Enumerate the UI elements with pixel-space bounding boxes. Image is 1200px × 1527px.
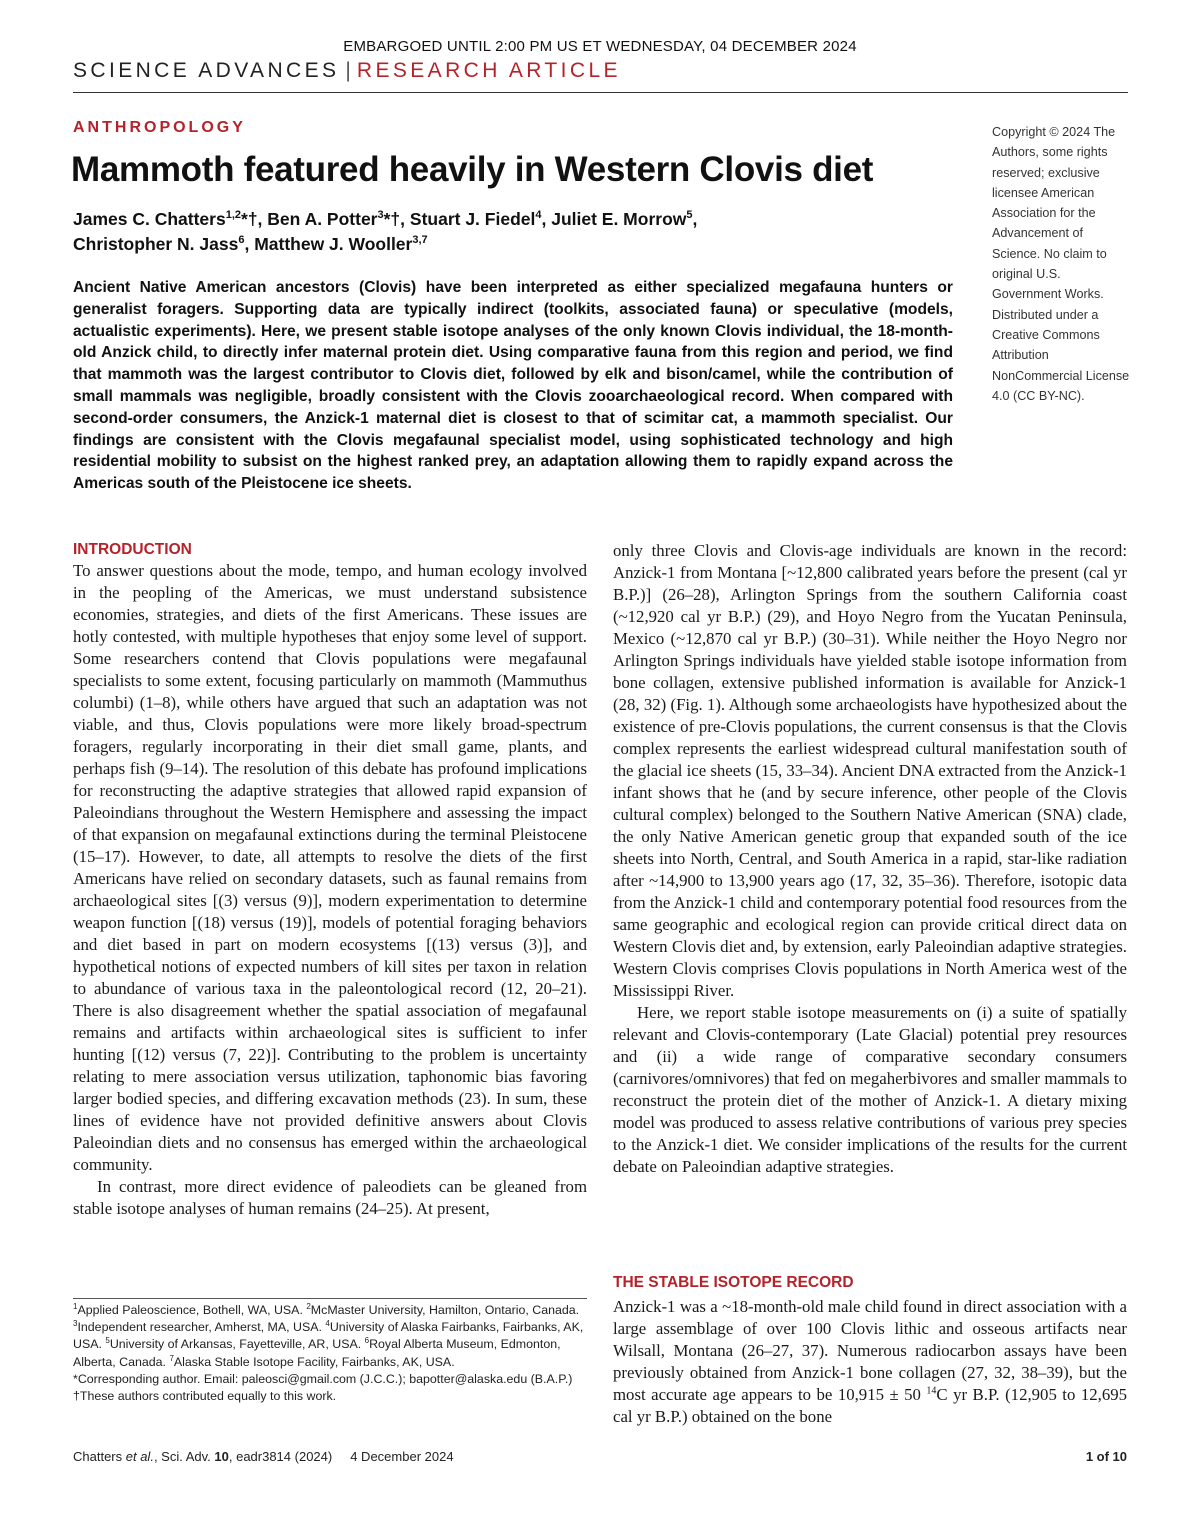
author-mark: , <box>541 209 552 229</box>
body-paragraph: In contrast, more direct evidence of paleodiets can be gleaned from stable isotope analyses of human remains (24–25). At present, <box>73 1177 587 1218</box>
author-mark: *†, <box>383 209 410 229</box>
author-affiliation: 3 <box>377 209 384 222</box>
abstract: Ancient Native American ancestors (Clovis) have been interpreted as either specialized megafauna hunters or generalist foragers. Supporting data are typically indirect (toolkits, associated fauna) or speculative (models, actualistic experiments). Here, we present stable isotope analyses of the only known Clovis individual, the 18-month-old Anzick child, to directly infer maternal protein diet. Using comparative fauna from this region and period, we find that mammoth was the largest contributor to Clovis diet, followed by elk and bison/camel, while the contribution of small mammals was negligible, broadly consistent with the Clovis zooarchaeological record. When compared with second-order consumers, the Anzick-1 maternal diet is closest to that of scimitar cat, a mammoth specialist. Our findings are consistent with the Clovis megafaunal specialist model, using sophisticated technology and high residential mobility to subsist on the highest ranked prey, an adaptation allowing them to rapidly expand across the Americas south of the Pleistocene ice sheets. <box>73 279 953 493</box>
footnotes <box>73 1302 587 1405</box>
affiliation-number: 7 <box>169 1353 174 1363</box>
author[interactable]: Stuart J. Fiedel <box>409 209 536 229</box>
affiliation: Alaska Stable Isotope Facility, Fairbanks, AK, USA. <box>173 1354 455 1369</box>
affiliation-number: 3 <box>73 1319 78 1329</box>
affiliation: Independent researcher, Amherst, MA, USA. <box>77 1320 326 1335</box>
affiliation-number: 1 <box>73 1301 78 1311</box>
article-type: RESEARCH ARTICLE <box>356 59 621 82</box>
author-list <box>73 207 973 257</box>
author[interactable]: Juliet E. Morrow <box>551 209 687 229</box>
author-mark: *†, <box>241 209 268 229</box>
author-line-2 <box>73 232 973 257</box>
affiliation-number: 4 <box>325 1319 330 1329</box>
affiliation: University of Alaska Fairbanks, Fairbanks, AK, USA. <box>73 1320 584 1352</box>
author[interactable]: James C. Chatters <box>73 209 226 229</box>
body-paragraph <box>613 1296 1127 1428</box>
footer-citation <box>73 1449 454 1464</box>
affiliation: McMaster University, Hamilton, Ontario, Canada. <box>310 1303 580 1317</box>
journal-name: SCIENCE ADVANCES <box>73 59 340 82</box>
affiliations <box>73 1302 587 1371</box>
body-column-right <box>613 540 1127 1178</box>
author[interactable]: Matthew J. Wooller <box>254 234 413 254</box>
affiliation-number: 2 <box>306 1301 311 1311</box>
author-affiliation: 3,7 <box>412 234 428 247</box>
stable-isotope-heading: THE STABLE ISOTOPE RECORD <box>613 1274 854 1291</box>
paragraph-text: Anzick-1 was a ~18-month-old male child found in direct association with a large assemblage of over 100 Clovis lithic and osseous artifacts near Wilsall, Montana (26–27, 37). Numerous radiocarbon assays have been previously obtained from Anzick-1 bone collagen (27, 32, 38–39), but the most accurate age appears to be 10,915 ± 50 <box>613 1297 1127 1404</box>
footer-date: 4 December 2024 <box>350 1449 454 1464</box>
affiliation: Royal Alberta Museum, Edmonton, Alberta, Canada. <box>73 1337 561 1369</box>
footer-volume: 10 <box>214 1449 229 1464</box>
affiliation-number: 5 <box>105 1336 110 1346</box>
affiliation: University of Arkansas, Fayetteville, AR, USA. <box>109 1337 365 1352</box>
introduction-heading: INTRODUCTION <box>73 541 192 558</box>
footer-article: , eadr3814 (2024) <box>228 1449 333 1464</box>
footer-authors: Chatters <box>73 1449 126 1464</box>
footer-etal: et al. <box>125 1449 154 1464</box>
body-column-left <box>73 540 587 1220</box>
affiliation-number: 6 <box>364 1336 370 1346</box>
author-affiliation: 1,2 <box>225 209 242 222</box>
journal-header <box>73 59 621 83</box>
author-affiliation: 5 <box>686 209 693 222</box>
body-paragraph: Here, we report stable isotope measurements on (i) a suite of spatially relevant and Clovis-contemporary (Late Glacial) potential prey resources and (ii) a wide range of comparative secondary consumers (carnivores/omnivores) that fed on megaherbivores and smaller mammals to reconstruct the protein diet of the mother of Anzick-1. A dietary mixing model was produced to assess relative contributions of various prey species to the Anzick-1 diet. We consider implications of the results for the current debate on Paleoindian adaptive strategies. <box>613 1003 1127 1176</box>
header-rule <box>73 92 1128 93</box>
author-affiliation: 4 <box>535 209 542 222</box>
section-label: ANTHROPOLOGY <box>73 119 246 136</box>
header-separator: | <box>345 59 351 82</box>
equal-contribution-note: †These authors contributed equally to this work. <box>73 1389 337 1404</box>
body-column-right-section2 <box>613 1296 1127 1428</box>
isotope-superscript: 14 <box>926 1385 937 1397</box>
affiliation: Applied Paleoscience, Bothell, WA, USA. <box>77 1303 307 1317</box>
article-title: Mammoth featured heavily in Western Clovis diet <box>71 150 874 189</box>
author-affiliation: 6 <box>238 234 245 247</box>
corresponding-author: *Corresponding author. Email: paleosci@gmail.com (J.C.C.); bapotter@alaska.edu (B.A.P.) <box>73 1371 573 1386</box>
embargo-notice: EMBARGOED UNTIL 2:00 PM US ET WEDNESDAY, 04 DECEMBER 2024 <box>343 38 857 55</box>
copyright-notice: Copyright © 2024 The Authors, some rights reserved; exclusive licensee American Association for the Advancement of Science. No claim to original U.S. Government Works. Distributed under a Creative Commons Attribution NonCommercial License 4.0 (CC BY-NC). <box>992 125 1130 403</box>
author-line-1 <box>73 207 973 232</box>
paragraph-text: C yr B.P. (12,905 to 12,695 cal yr B.P.) obtained on the bone <box>613 1385 1127 1426</box>
body-paragraph: To answer questions about the mode, tempo, and human ecology involved in the peopling of the Americas, we must understand subsistence economies, strategies, and diets of the first Americans. These issues are hotly contested, with multiple hypotheses that enjoy some level of support. Some researchers contend that Clovis populations were megafaunal specialists to some extent, focusing particularly on mammoth (Mammuthus columbi) (1–8), while others have argued that such an adaptation was not viable, and thus, Clovis populations were more likely broad-spectrum foragers, regularly incorporating in their diet small game, plants, and perhaps fish (9–14). The resolution of this debate has profound implications for reconstructing the adaptive strategies that allowed rapid expansion of Paleoindians throughout the Western Hemisphere and assessing the impact of that expansion on megafaunal extinctions during the terminal Pleistocene (15–17). However, to date, all attempts to resolve the diets of the first Americans have relied on secondary datasets, such as faunal remains from archaeological sites [(3) versus (9)], modern experimentation to determine weapon function [(18) versus (19)], models of potential foraging behaviors and diet based in part on modern ecosystems [(13) versus (3)], and hypothetical notions of expected numbers of kill sites per taxon in relation to abundance of various taxa in the paleontological record (12, 20–21). There is also disagreement whether the spatial association of megafaunal remains and artifacts within archaeological sites is sufficient to infer hunting [(12) versus (7, 22)]. Contributing to the problem is uncertainty relating to mere association versus utilization, taphonomic bias favoring larger bodied species, and differing excavation methods (23). In sum, these lines of evidence have not provided definitive answers about Clovis Paleoindian diets and no consensus has emerged within the archaeological community. <box>73 561 587 1174</box>
author[interactable]: Christopher N. Jass <box>73 234 239 254</box>
page-number: 1 of 10 <box>1085 1449 1127 1464</box>
author-mark: , <box>692 209 698 229</box>
author-mark: , <box>244 234 255 254</box>
body-paragraph: only three Clovis and Clovis-age individuals are known in the record: Anzick-1 from Montana [~12,800 calibrated years before the present (cal yr B.P.)] (26–28), Arlington Springs from the southern California coast (~12,920 cal yr B.P.) (29), and Hoyo Negro from the Yucatan Peninsula, Mexico (~12,870 cal yr B.P.) (30–31). While neither the Hoyo Negro nor Arlington Springs individuals have yielded stable isotope information from bone collagen, extensive published information is available for Anzick-1 (28, 32) (Fig. 1). Although some archaeologists have hypothesized about the existence of pre-Clovis populations, the current consensus is that the Clovis complex represents the earliest widespread cultural manifestation south of the glacial ice sheets (15, 33–34). Ancient DNA extracted from the Anzick-1 infant shows that he (and by secure inference, other people of the Clovis cultural complex) belonged to the Southern Native American (SNA) clade, the only Native American genetic group that expanded south of the ice sheets into North, Central, and South America in a rapid, star-like radiation after ~14,900 to 13,900 years ago (17, 32, 35–36). Therefore, isotopic data from the Anzick-1 child and contemporary potential food resources from the same geographic and ecological region can provide critical direct data on Western Clovis diet and, by extension, early Paleoindian adaptive strategies. Western Clovis comprises Clovis populations in North America west of the Mississippi River. <box>613 541 1127 1000</box>
footnote-rule <box>73 1298 587 1299</box>
author[interactable]: Ben A. Potter <box>267 209 378 229</box>
footer-journal: , Sci. Adv. <box>153 1449 215 1464</box>
